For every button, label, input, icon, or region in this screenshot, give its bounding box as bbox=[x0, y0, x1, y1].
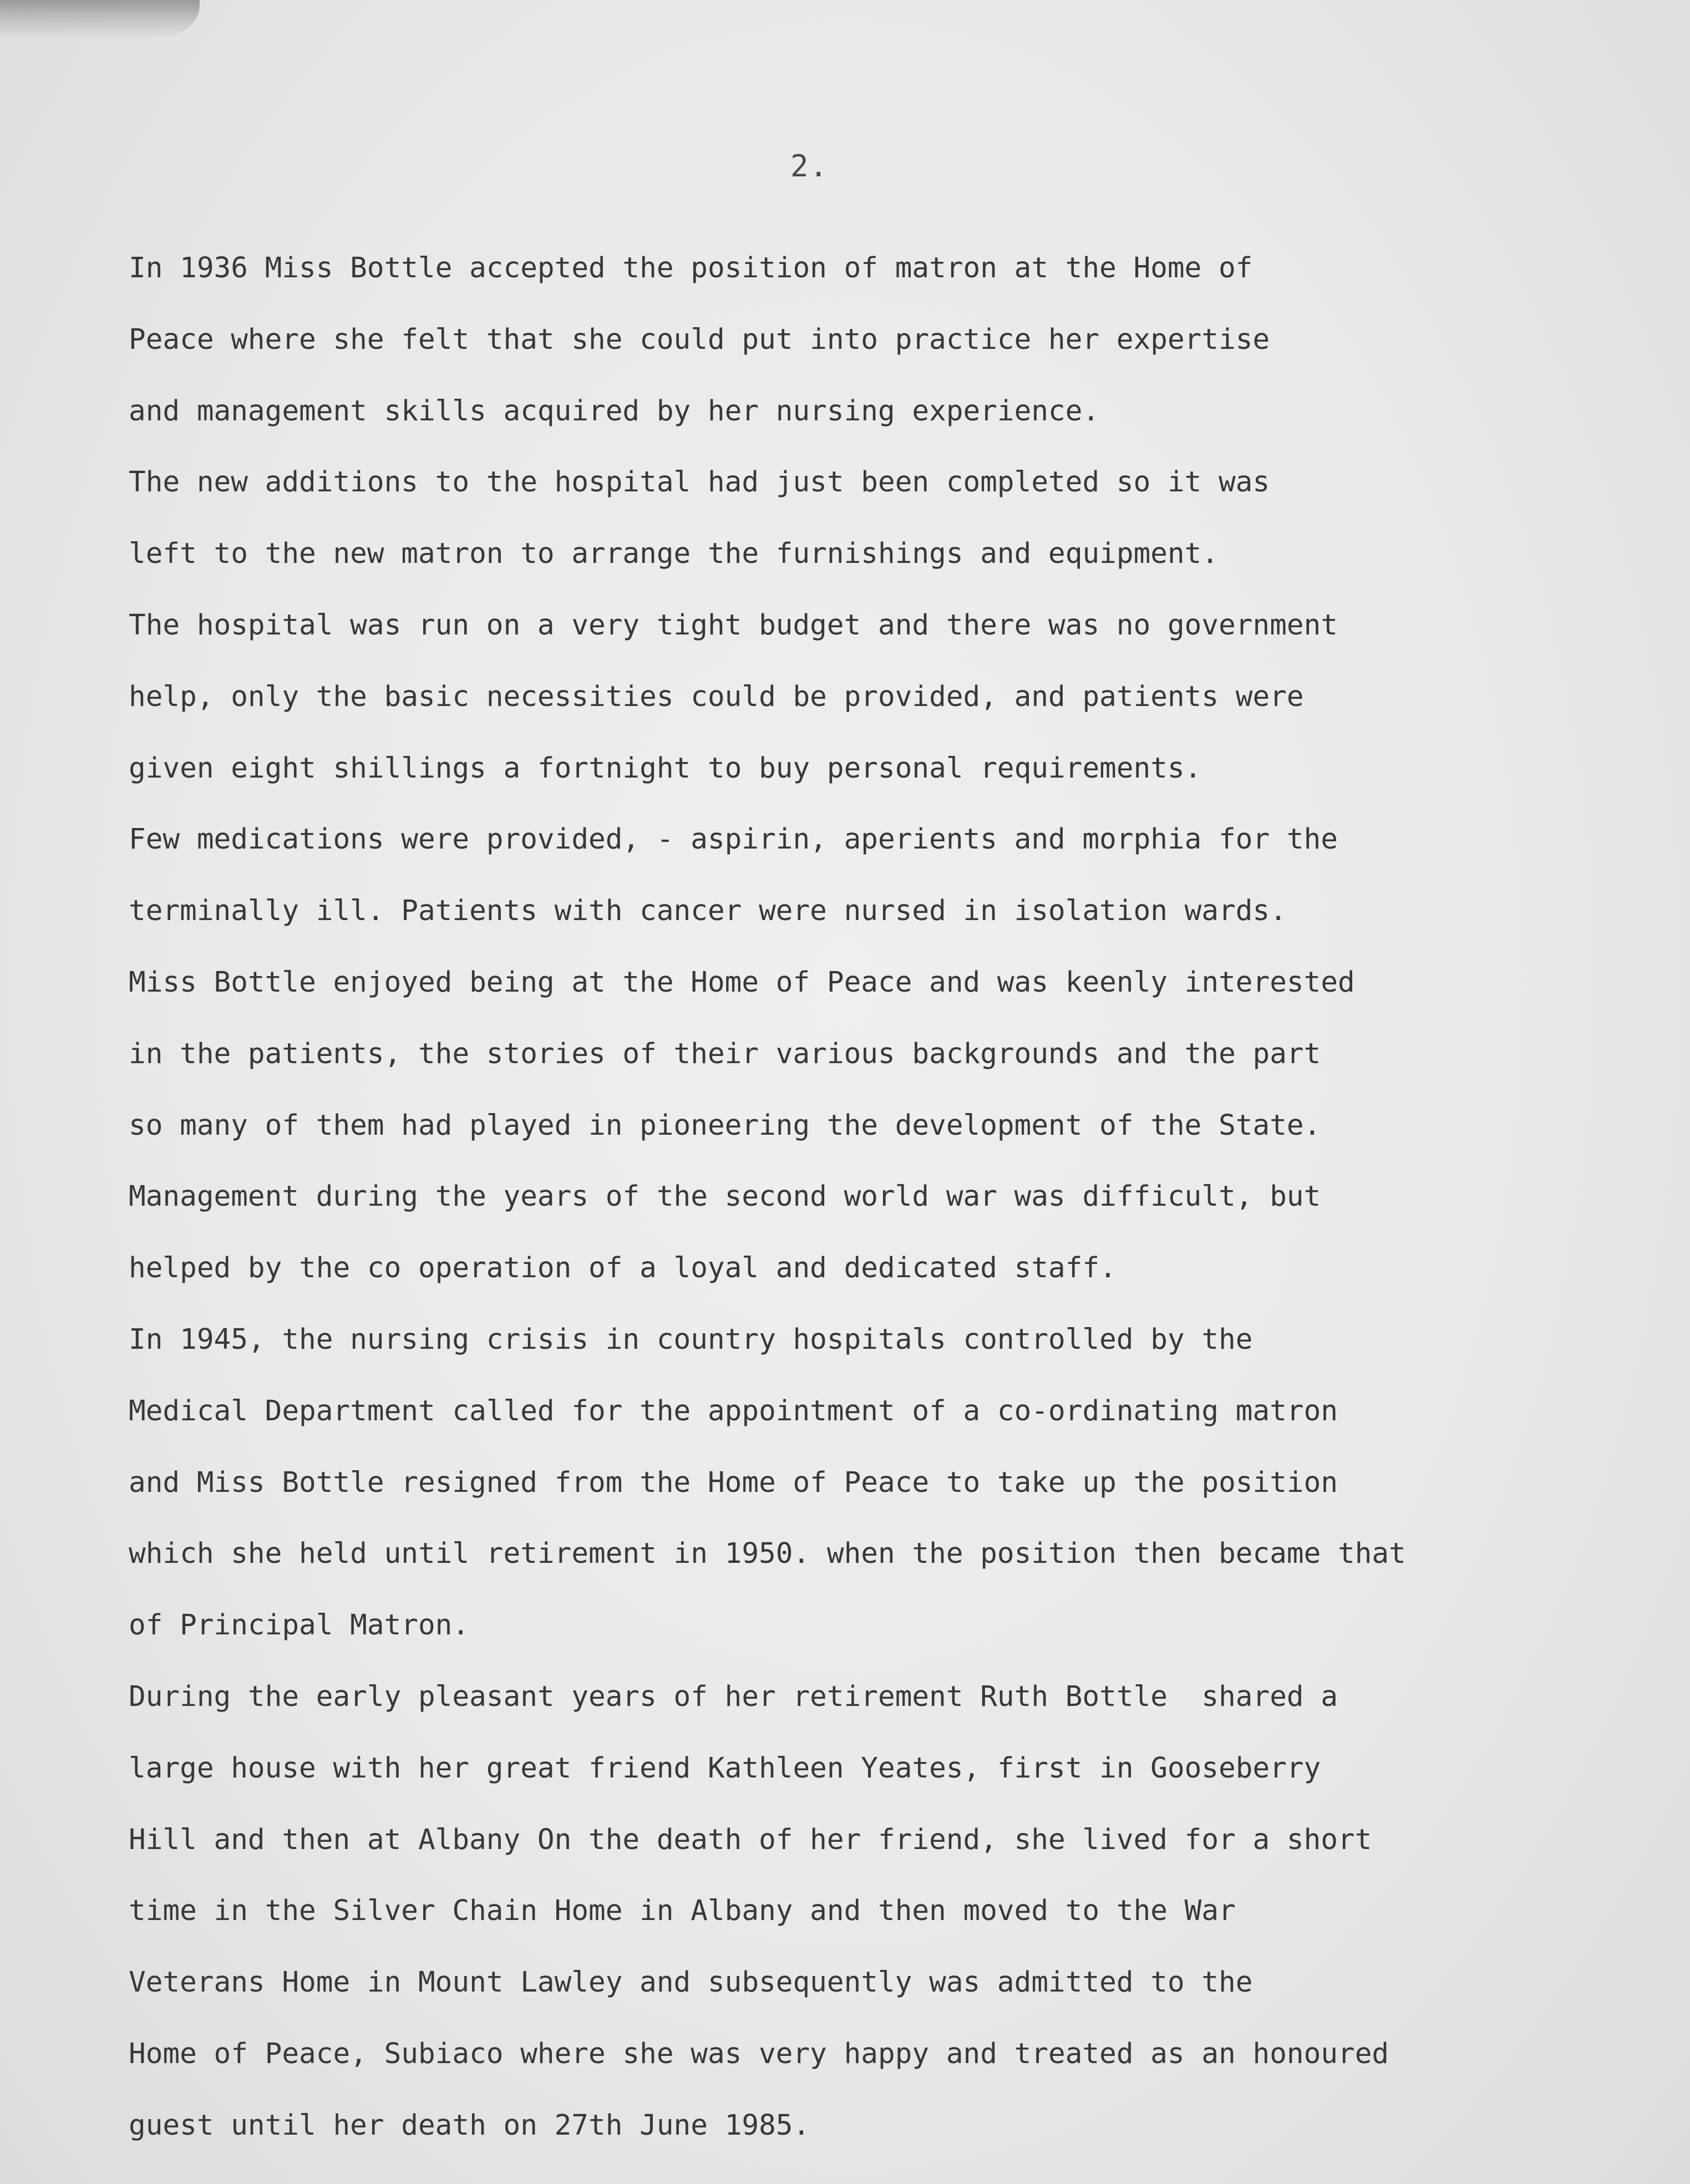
text-line: help, only the basic necessities could be provided, and patients were bbox=[129, 680, 1304, 713]
text-line: given eight shillings a fortnight to buy personal requirements. bbox=[129, 751, 1202, 785]
text-line: left to the new matron to arrange the furnishings and equipment. bbox=[129, 537, 1219, 571]
body-text bbox=[129, 233, 1593, 2162]
text-line: which she held until retirement in 1950. when the position then became that bbox=[129, 1537, 1406, 1571]
text-line: Veterans Home in Mount Lawley and subsequently was admitted to the bbox=[129, 1966, 1253, 1999]
text-line: During the early pleasant years of her retirement Ruth Bottle shared a bbox=[129, 1680, 1338, 1713]
text-line: Hill and then at Albany On the death of her friend, she lived for a short bbox=[129, 1823, 1372, 1856]
text-line: and management skills acquired by her nursing experience. bbox=[129, 394, 1100, 428]
text-line: Miss Bottle enjoyed being at the Home of Peace and was keenly interested bbox=[129, 966, 1355, 999]
scan-corner-shadow bbox=[0, 0, 200, 39]
text-line: Management during the years of the second world war was difficult, but bbox=[129, 1180, 1321, 1213]
text-line: In 1936 Miss Bottle accepted the position of matron at the Home of bbox=[129, 252, 1253, 285]
page-number: 2. bbox=[790, 149, 829, 184]
text-line: of Principal Matron. bbox=[129, 1609, 470, 1642]
text-line: in the patients, the stories of their various backgrounds and the part bbox=[129, 1037, 1321, 1070]
text-line: Medical Department called for the appointment of a co-ordinating matron bbox=[129, 1394, 1338, 1428]
text-line: large house with her great friend Kathleen Yeates, first in Gooseberry bbox=[129, 1751, 1321, 1785]
text-line: guest until her death on 27th June 1985. bbox=[129, 2109, 810, 2142]
text-line: terminally ill. Patients with cancer were nursed in isolation wards. bbox=[129, 895, 1287, 928]
text-line: Home of Peace, Subiaco where she was very happy and treated as an honoured bbox=[129, 2037, 1389, 2070]
text-line: so many of them had played in pioneering the development of the State. bbox=[129, 1109, 1321, 1142]
text-line: Peace where she felt that she could put into practice her expertise bbox=[129, 323, 1270, 356]
text-line: In 1945, the nursing crisis in country hospitals controlled by the bbox=[129, 1323, 1253, 1356]
text-line: helped by the co operation of a loyal and dedicated staff. bbox=[129, 1252, 1116, 1285]
text-line: The new additions to the hospital had just been completed so it was bbox=[129, 466, 1270, 499]
text-line: Few medications were provided, - aspirin, aperients and morphia for the bbox=[129, 823, 1338, 856]
text-line: and Miss Bottle resigned from the Home of Peace to take up the position bbox=[129, 1466, 1338, 1499]
text-line: The hospital was run on a very tight budget and there was no government bbox=[129, 608, 1338, 642]
text-line: time in the Silver Chain Home in Albany and then moved to the War bbox=[129, 1895, 1236, 1928]
